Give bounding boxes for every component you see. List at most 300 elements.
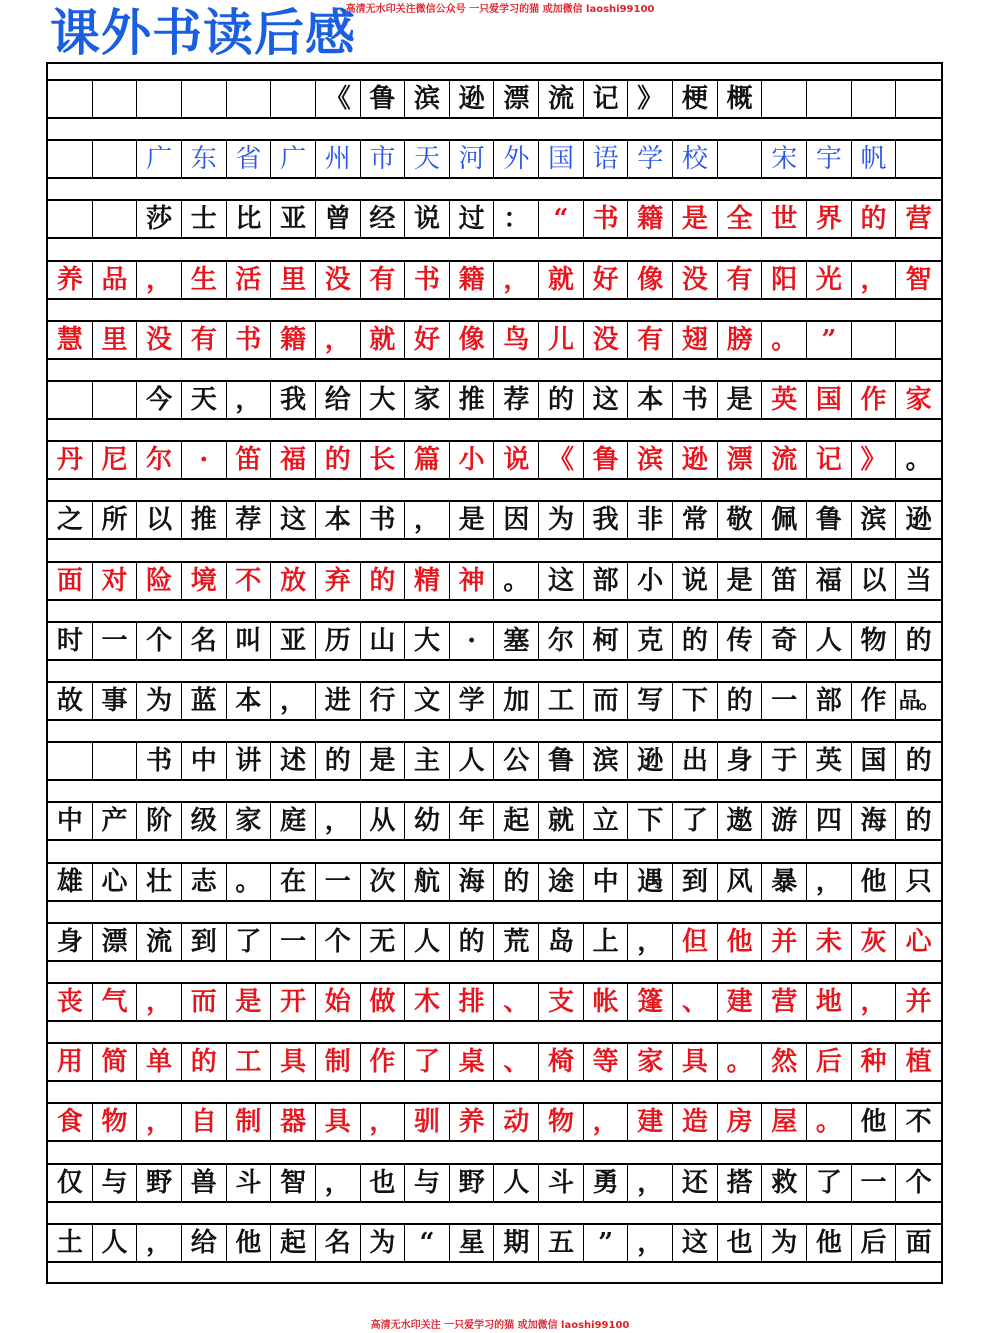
page-title: 课外书读后感 <box>50 4 356 62</box>
grid-cell: 四 <box>807 803 852 839</box>
grid-cell: 鲁 <box>584 442 629 478</box>
grid-cell: 说 <box>673 563 718 599</box>
grid-cell <box>852 322 897 358</box>
grid-cell: 年 <box>450 803 495 839</box>
grid-cell: 是 <box>450 502 495 538</box>
grid-cell: 在 <box>271 864 316 900</box>
grid-cell: 有 <box>361 262 406 298</box>
grid-cell: 物 <box>852 623 897 659</box>
grid-cell: 好 <box>405 322 450 358</box>
grid-cell <box>48 382 93 418</box>
grid-cell: 国 <box>807 382 852 418</box>
grid-cell: 从 <box>361 803 406 839</box>
grid-cell: 出 <box>673 743 718 779</box>
grid-cell: 的 <box>450 924 495 960</box>
grid-cell: 给 <box>182 1225 227 1261</box>
grid-cell: 国 <box>539 141 584 177</box>
grid-cell: 《 <box>316 81 361 117</box>
grid-cell: 为 <box>361 1225 406 1261</box>
grid-cell: 书 <box>137 743 182 779</box>
grid-row <box>48 1102 941 1142</box>
grid-cell: 漂 <box>93 924 138 960</box>
grid-cell: 。 <box>762 322 807 358</box>
grid-cell: 主 <box>405 743 450 779</box>
grid-cell: 界 <box>807 201 852 237</box>
grid-cell: 岛 <box>539 924 584 960</box>
grid-cell: 品。 <box>898 688 939 714</box>
grid-cell: 与 <box>93 1165 138 1201</box>
grid-cell: ， <box>852 262 897 298</box>
grid-cell: 以 <box>137 502 182 538</box>
grid-cell: 滨 <box>852 502 897 538</box>
grid-row <box>48 681 941 721</box>
grid-cell: 养 <box>450 1104 495 1140</box>
grid-cell: 当 <box>905 565 932 596</box>
grid-cell: 这 <box>539 563 584 599</box>
grid-cell: 写 <box>628 683 673 719</box>
grid-cell: 概 <box>718 81 763 117</box>
grid-cell: 漂 <box>495 81 540 117</box>
grid-cell: 并 <box>762 924 807 960</box>
grid-cell: 人 <box>450 743 495 779</box>
grid-cell: 尼 <box>93 442 138 478</box>
grid-cell: 为 <box>137 683 182 719</box>
grid-cell: ， <box>807 864 852 900</box>
grid-cell: 级 <box>182 803 227 839</box>
grid-cell: 的 <box>182 1044 227 1080</box>
grid-cell: 漂 <box>718 442 763 478</box>
grid-cell: 他 <box>718 924 763 960</box>
grid-cell: 行 <box>361 683 406 719</box>
grid-cell: 器 <box>271 1104 316 1140</box>
grid-cell: 下 <box>628 803 673 839</box>
grid-cell: 面 <box>48 563 93 599</box>
grid-cell: 幼 <box>405 803 450 839</box>
grid-cell: 驯 <box>405 1104 450 1140</box>
grid-cell: 鲁 <box>361 81 406 117</box>
grid-cell <box>48 201 93 237</box>
grid-cell: 工 <box>539 683 584 719</box>
grid-cell: 我 <box>584 502 629 538</box>
grid-cell: 斗 <box>227 1165 272 1201</box>
grid-cell: 人 <box>405 924 450 960</box>
grid-cell: 风 <box>718 864 763 900</box>
grid-cell: 中 <box>584 864 629 900</box>
grid-cell: 土 <box>48 1225 93 1261</box>
grid-cell: 的 <box>316 442 361 478</box>
grid-cell: 也 <box>718 1225 763 1261</box>
grid-cell: ， <box>316 1165 361 1201</box>
grid-cell: 时 <box>48 623 93 659</box>
grid-cell: 桌 <box>450 1044 495 1080</box>
grid-cell: 市 <box>361 141 406 177</box>
grid-cell: 面 <box>905 1227 932 1258</box>
grid-cell: 传 <box>718 623 763 659</box>
grid-cell: 没 <box>673 262 718 298</box>
grid-cell: 开 <box>271 984 316 1020</box>
grid-cell: 广 <box>271 141 316 177</box>
grid-cell: 部 <box>584 563 629 599</box>
grid-cell: 对 <box>93 563 138 599</box>
grid-cell: 木 <box>405 984 450 1020</box>
grid-cell: ， <box>852 984 897 1020</box>
grid-cell: 蓝 <box>182 683 227 719</box>
grid-cell: 小 <box>628 563 673 599</box>
grid-cell: 以 <box>852 563 897 599</box>
grid-cell: 险 <box>137 563 182 599</box>
grid-cell: 起 <box>271 1225 316 1261</box>
grid-cell: 的 <box>852 201 897 237</box>
grid-cell: 篇 <box>405 442 450 478</box>
grid-cell: 自 <box>182 1104 227 1140</box>
grid-cell: 滨 <box>405 81 450 117</box>
grid-cell: 世 <box>762 201 807 237</box>
grid-cell: 始 <box>316 984 361 1020</box>
grid-cell: 塞 <box>495 623 540 659</box>
grid-cell: 壮 <box>137 864 182 900</box>
grid-cell: 一 <box>762 683 807 719</box>
grid-cell: 动 <box>495 1104 540 1140</box>
grid-cell: 的 <box>539 382 584 418</box>
grid-cell: 光 <box>807 262 852 298</box>
grid-cell: 人 <box>93 1225 138 1261</box>
watermark-top: 高清无水印关注微信公众号 一只爱学习的猫 或加微信 laoshi99100 <box>345 4 655 15</box>
grid-cell: 的 <box>361 563 406 599</box>
grid-cell: 作 <box>852 683 897 719</box>
grid-cell: ， <box>271 683 316 719</box>
grid-cell: ， <box>584 1104 629 1140</box>
grid-cell: 书 <box>673 382 718 418</box>
grid-cell: 于 <box>762 743 807 779</box>
grid-cell: 天 <box>182 382 227 418</box>
grid-cell: 书 <box>405 262 450 298</box>
grid-cell: 记 <box>807 442 852 478</box>
grid-cell: 书 <box>584 201 629 237</box>
grid-cell: 斗 <box>539 1165 584 1201</box>
grid-cell: 福 <box>807 563 852 599</box>
grid-cell: 比 <box>227 201 272 237</box>
grid-cell: 之 <box>48 502 93 538</box>
grid-cell: 次 <box>361 864 406 900</box>
grid-row <box>48 982 941 1022</box>
grid-cell: 亚 <box>271 623 316 659</box>
grid-cell <box>93 141 138 177</box>
watermark-bottom: 高清无水印关注 一只爱学习的猫 或加微信 laoshi99100 <box>370 1320 630 1331</box>
grid-cell: ， <box>361 1104 406 1140</box>
grid-cell: 但 <box>673 924 718 960</box>
grid-cell: 书 <box>227 322 272 358</box>
grid-cell: 因 <box>495 502 540 538</box>
grid-cell: 立 <box>584 803 629 839</box>
grid-cell: 》 <box>628 81 673 117</box>
grid-cell: 雄 <box>48 864 93 900</box>
grid-cell: 我 <box>271 382 316 418</box>
grid-cell <box>896 322 941 358</box>
manuscript-grid-paper <box>46 62 943 1284</box>
grid-cell: 流 <box>137 924 182 960</box>
grid-row <box>48 621 941 661</box>
grid-cell: 而 <box>584 683 629 719</box>
grid-cell: 到 <box>182 924 227 960</box>
grid-cell: 敬 <box>718 502 763 538</box>
grid-cell: 智 <box>271 1165 316 1201</box>
grid-cell: 营 <box>905 204 932 235</box>
grid-cell: 一 <box>316 864 361 900</box>
grid-cell: 翅 <box>673 322 718 358</box>
grid-cell <box>852 81 897 117</box>
grid-cell: ， <box>628 924 673 960</box>
grid-cell: 是 <box>673 201 718 237</box>
grid-cell: 学 <box>628 141 673 177</box>
grid-cell: 他 <box>852 1104 897 1140</box>
grid-cell: 经 <box>361 201 406 237</box>
grid-cell: 柯 <box>584 623 629 659</box>
grid-cell: 英 <box>762 382 807 418</box>
grid-cell: 篷 <box>628 984 673 1020</box>
grid-row <box>48 1163 941 1203</box>
grid-cell: “ <box>405 1225 450 1261</box>
grid-cell: 个 <box>905 1167 932 1198</box>
grid-cell: ， <box>316 322 361 358</box>
grid-cell <box>271 81 316 117</box>
grid-cell: “ <box>539 201 584 237</box>
grid-cell: 了 <box>807 1165 852 1201</box>
grid-cell: 推 <box>450 382 495 418</box>
grid-cell: 与 <box>405 1165 450 1201</box>
grid-cell: 下 <box>673 683 718 719</box>
grid-cell: 亚 <box>271 201 316 237</box>
grid-cell: 他 <box>227 1225 272 1261</box>
grid-row <box>48 139 941 179</box>
grid-cell: 广 <box>137 141 182 177</box>
grid-cell: 》 <box>852 442 897 478</box>
grid-cell: 常 <box>673 502 718 538</box>
grid-row <box>48 500 941 540</box>
grid-cell: 野 <box>450 1165 495 1201</box>
grid-cell: 佩 <box>762 502 807 538</box>
grid-cell: 里 <box>271 262 316 298</box>
grid-cell: 身 <box>718 743 763 779</box>
grid-cell: 的 <box>495 864 540 900</box>
grid-cell: 一 <box>93 623 138 659</box>
grid-cell: 、 <box>495 984 540 1020</box>
grid-cell: 造 <box>673 1104 718 1140</box>
grid-cell: 鸟 <box>495 322 540 358</box>
grid-row <box>48 801 941 841</box>
grid-cell: 不 <box>905 1107 932 1138</box>
grid-cell: 莎 <box>137 201 182 237</box>
grid-cell: 这 <box>584 382 629 418</box>
grid-cell: 福 <box>271 442 316 478</box>
grid-cell: 还 <box>673 1165 718 1201</box>
grid-cell: 逊 <box>673 442 718 478</box>
grid-cell: 滨 <box>628 442 673 478</box>
grid-cell: 讲 <box>227 743 272 779</box>
grid-cell: · <box>450 623 495 659</box>
grid-cell: ， <box>316 803 361 839</box>
grid-cell: 非 <box>628 502 673 538</box>
grid-cell: 荐 <box>227 502 272 538</box>
grid-cell: 故 <box>48 683 93 719</box>
grid-cell: 、 <box>495 1044 540 1080</box>
grid-cell: 家 <box>628 1044 673 1080</box>
grid-cell <box>93 382 138 418</box>
grid-cell: 一 <box>852 1165 897 1201</box>
grid-cell: 不 <box>227 563 272 599</box>
grid-cell: 笛 <box>227 442 272 478</box>
grid-cell: 海 <box>852 803 897 839</box>
grid-cell <box>48 81 93 117</box>
grid-cell: 曾 <box>316 201 361 237</box>
grid-cell: 建 <box>718 984 763 1020</box>
grid-cell: 州 <box>316 141 361 177</box>
grid-cell: 屋 <box>762 1104 807 1140</box>
grid-cell: 有 <box>182 322 227 358</box>
grid-cell: 校 <box>673 141 718 177</box>
grid-cell: 像 <box>450 322 495 358</box>
grid-cell: 书 <box>361 502 406 538</box>
grid-cell: 心 <box>905 926 932 957</box>
grid-cell: 野 <box>137 1165 182 1201</box>
grid-cell: 尔 <box>539 623 584 659</box>
grid-cell: 。 <box>718 1044 763 1080</box>
grid-cell: ， <box>495 262 540 298</box>
grid-cell: 名 <box>316 1225 361 1261</box>
grid-cell: 帐 <box>584 984 629 1020</box>
grid-row <box>48 862 941 902</box>
grid-cell: 心 <box>93 864 138 900</box>
grid-cell: 荐 <box>495 382 540 418</box>
grid-cell: 兽 <box>182 1165 227 1201</box>
grid-cell: 小 <box>450 442 495 478</box>
grid-cell: 没 <box>316 262 361 298</box>
grid-cell: 。 <box>905 445 932 476</box>
grid-cell: 籍 <box>450 262 495 298</box>
grid-cell: 里 <box>93 322 138 358</box>
grid-cell <box>182 81 227 117</box>
grid-cell: 无 <box>361 924 406 960</box>
grid-cell: 丧 <box>48 984 93 1020</box>
grid-cell: 制 <box>316 1044 361 1080</box>
grid-cell: 一 <box>271 924 316 960</box>
grid-cell: 的 <box>905 746 932 777</box>
grid-cell: 逊 <box>450 81 495 117</box>
grid-cell: 上 <box>584 924 629 960</box>
grid-cell: 河 <box>450 141 495 177</box>
grid-row <box>48 320 941 360</box>
grid-cell: 游 <box>762 803 807 839</box>
grid-cell: 籍 <box>628 201 673 237</box>
grid-cell: ， <box>227 382 272 418</box>
grid-cell: 这 <box>673 1225 718 1261</box>
grid-row <box>48 741 941 781</box>
grid-cell: 公 <box>495 743 540 779</box>
grid-cell: 种 <box>852 1044 897 1080</box>
grid-cell <box>93 81 138 117</box>
grid-cell: 滨 <box>584 743 629 779</box>
grid-row <box>48 561 941 601</box>
grid-cell: 这 <box>271 502 316 538</box>
grid-cell: 大 <box>405 623 450 659</box>
grid-cell: 了 <box>673 803 718 839</box>
grid-cell: 本 <box>316 502 361 538</box>
grid-cell: 是 <box>718 382 763 418</box>
grid-cell: 有 <box>718 262 763 298</box>
grid-cell: 神 <box>450 563 495 599</box>
grid-cell: 救 <box>762 1165 807 1201</box>
grid-cell: 弃 <box>316 563 361 599</box>
grid-cell: ” <box>807 322 852 358</box>
grid-cell: 就 <box>539 262 584 298</box>
grid-cell: 人 <box>807 623 852 659</box>
grid-cell: 的 <box>316 743 361 779</box>
grid-cell: 他 <box>807 1225 852 1261</box>
grid-cell: 制 <box>227 1104 272 1140</box>
grid-cell: 庭 <box>271 803 316 839</box>
grid-cell: 后 <box>807 1044 852 1080</box>
grid-cell: 精 <box>405 563 450 599</box>
grid-cell: 作 <box>361 1044 406 1080</box>
grid-cell: · <box>182 442 227 478</box>
grid-cell: 了 <box>405 1044 450 1080</box>
grid-cell: 智 <box>905 264 932 295</box>
grid-row <box>48 1042 941 1082</box>
grid-cell: 家 <box>405 382 450 418</box>
grid-cell: ， <box>137 984 182 1020</box>
grid-cell: 丹 <box>48 442 93 478</box>
grid-cell: ： <box>495 201 540 237</box>
grid-cell: 椅 <box>539 1044 584 1080</box>
grid-cell: 籍 <box>271 322 316 358</box>
grid-cell: 笛 <box>762 563 807 599</box>
grid-row <box>48 79 941 119</box>
grid-cell: 个 <box>137 623 182 659</box>
grid-cell: 他 <box>852 864 897 900</box>
grid-cell: 是 <box>227 984 272 1020</box>
grid-cell: 灰 <box>852 924 897 960</box>
grid-cell: 没 <box>137 322 182 358</box>
grid-cell: 具 <box>673 1044 718 1080</box>
grid-cell: 气 <box>93 984 138 1020</box>
grid-cell: 的 <box>905 625 932 656</box>
grid-cell: ， <box>628 1225 673 1261</box>
grid-cell: 推 <box>182 502 227 538</box>
grid-cell: 说 <box>495 442 540 478</box>
grid-cell: 食 <box>48 1104 93 1140</box>
grid-cell: 途 <box>539 864 584 900</box>
grid-cell: 大 <box>361 382 406 418</box>
grid-cell: 海 <box>450 864 495 900</box>
grid-cell: 所 <box>93 502 138 538</box>
grid-cell: 支 <box>539 984 584 1020</box>
grid-cell: 境 <box>182 563 227 599</box>
grid-cell: 养 <box>48 262 93 298</box>
grid-cell: 本 <box>628 382 673 418</box>
grid-row <box>48 1223 941 1263</box>
grid-cell: 地 <box>807 984 852 1020</box>
grid-cell: 也 <box>361 1165 406 1201</box>
grid-cell: 进 <box>316 683 361 719</box>
grid-row <box>48 922 941 962</box>
grid-cell: 植 <box>905 1047 932 1078</box>
grid-cell: 家 <box>227 803 272 839</box>
grid-cell: 说 <box>405 201 450 237</box>
grid-cell: 物 <box>93 1104 138 1140</box>
grid-cell <box>93 201 138 237</box>
grid-cell: 有 <box>628 322 673 358</box>
grid-row <box>48 260 941 300</box>
grid-cell: 放 <box>271 563 316 599</box>
